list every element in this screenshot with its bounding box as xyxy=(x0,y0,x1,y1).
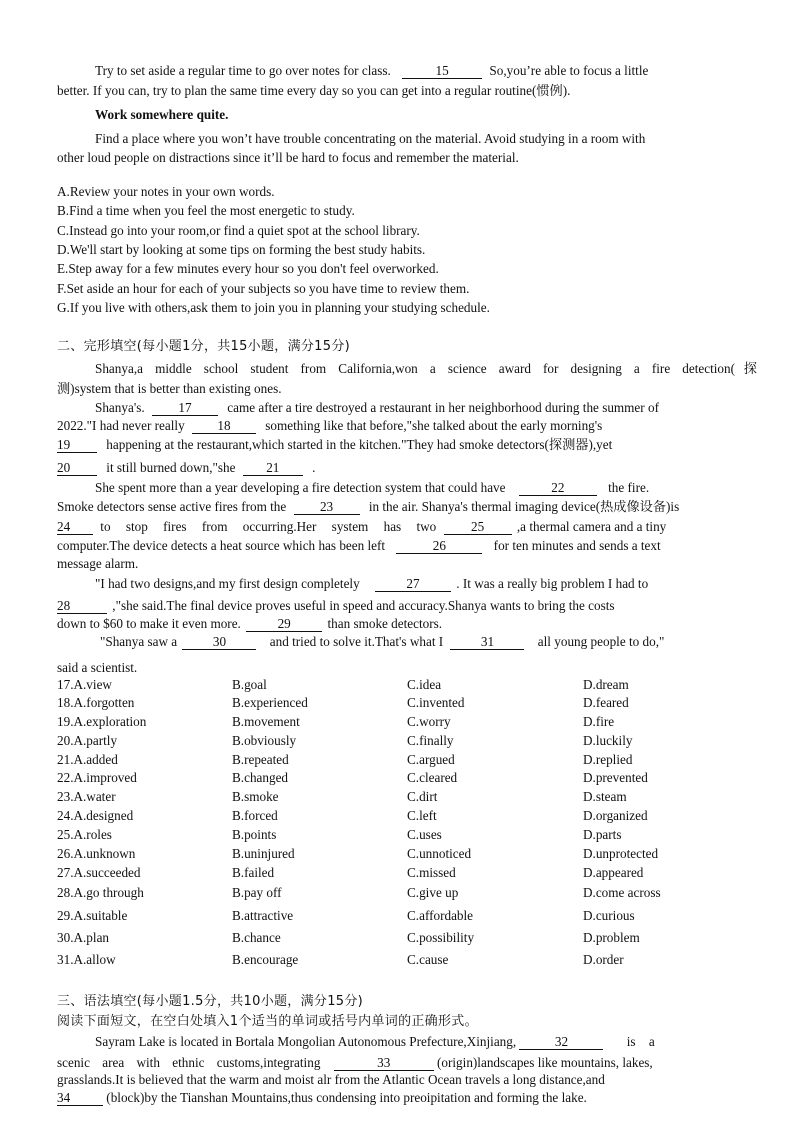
option-text: D.dream xyxy=(583,677,629,692)
question-20-option-c[interactable] xyxy=(407,732,454,749)
blank-33[interactable]: 33 xyxy=(334,1056,434,1071)
text: and tried to solve it.That's what I xyxy=(269,634,444,649)
cloze-line-10 xyxy=(57,537,661,554)
text: the fire. xyxy=(608,480,650,495)
cloze-line-11: message alarm. xyxy=(57,556,139,571)
blank-29[interactable]: 29 xyxy=(246,617,322,632)
question-25-option-a[interactable] xyxy=(57,826,112,843)
text: Try to set aside a regular time to go over notes for class. xyxy=(95,63,391,78)
blank-34[interactable]: 34 xyxy=(57,1091,103,1106)
question-21-option-c[interactable] xyxy=(407,751,455,768)
text: in the air. Shanya's thermal imaging device(热成像设备)is xyxy=(368,499,680,514)
blank-22[interactable]: 22 xyxy=(519,481,597,496)
blank-27[interactable]: 27 xyxy=(375,577,451,592)
text: it still burned down,"she xyxy=(106,460,236,475)
question-18-option-b[interactable] xyxy=(232,694,308,711)
question-number: 28. xyxy=(57,885,74,900)
option-text: A.improved xyxy=(73,770,137,785)
option-text: C.left xyxy=(407,808,437,823)
cloze-line-13 xyxy=(57,597,615,614)
text: . xyxy=(312,460,316,475)
question-29-option-b[interactable] xyxy=(232,907,293,924)
option-text: D.luckily xyxy=(583,733,633,748)
option-text: D.prevented xyxy=(583,770,648,785)
option-text: C.affordable xyxy=(407,908,474,923)
grammar-instruction: 阅读下面短文，在空白处填入1个适当的单词或括号内单词的正确形式。 xyxy=(57,1014,478,1029)
question-number: 29. xyxy=(57,908,74,923)
option-f: F.Set aside an hour for each of your subjects so you have time to review them. xyxy=(57,281,470,296)
blank-19[interactable]: 19 xyxy=(57,438,97,453)
text: ,"she said.The final device proves useful in speed and accuracy.Shanya wants to bring the costs xyxy=(112,598,615,613)
option-text: B.experienced xyxy=(232,695,308,710)
question-number: 31. xyxy=(57,952,74,967)
text: for ten minutes and sends a text xyxy=(493,538,661,553)
blank-30[interactable]: 30 xyxy=(182,635,256,650)
cloze-line-12 xyxy=(95,575,648,592)
option-text: D.come across xyxy=(583,885,661,900)
question-18-option-a[interactable] xyxy=(57,694,134,711)
text: . It was a really big problem I had to xyxy=(456,576,649,591)
option-text: B.chance xyxy=(232,930,281,945)
option-text: C.give up xyxy=(407,885,459,900)
question-28-option-b[interactable] xyxy=(232,884,282,901)
option-text: D.fire xyxy=(583,714,615,729)
question-number: 20. xyxy=(57,733,74,748)
text: all young people to do," xyxy=(537,634,665,649)
question-25-option-b[interactable] xyxy=(232,826,276,843)
option-text: A.plan xyxy=(73,930,110,945)
option-text: D.organized xyxy=(583,808,648,823)
question-28-option-a[interactable] xyxy=(57,884,144,901)
option-text: A.partly xyxy=(73,733,118,748)
cloze-line-9 xyxy=(57,518,666,535)
section-heading: Work somewhere quite. xyxy=(95,107,229,122)
grammar-title: 三、语法填空(每小题1.5分，共10小题，满分15分) xyxy=(57,994,364,1009)
option-text: C.uses xyxy=(407,827,442,842)
option-text: C.idea xyxy=(407,677,442,692)
para-1-line-1 xyxy=(95,62,648,79)
blank-20[interactable]: 20 xyxy=(57,461,97,476)
grammar-line-4 xyxy=(57,1089,587,1106)
question-28-option-c[interactable] xyxy=(407,884,458,901)
question-29-option-c[interactable] xyxy=(407,907,473,924)
option-text: D.curious xyxy=(583,908,635,923)
question-23-option-a[interactable] xyxy=(57,788,116,805)
question-22-option-d[interactable] xyxy=(583,769,648,786)
question-number: 27. xyxy=(57,865,74,880)
question-31-option-c[interactable] xyxy=(407,951,448,968)
question-20-option-b[interactable] xyxy=(232,732,296,749)
text: "I had two designs,and my first design completely xyxy=(95,576,360,591)
question-19-option-b[interactable] xyxy=(232,713,300,730)
option-g: G.If you live with others,ask them to join you in planning your studying schedule. xyxy=(57,300,490,315)
question-24-option-d[interactable] xyxy=(583,807,648,824)
question-24-option-c[interactable] xyxy=(407,807,437,824)
option-text: C.possibility xyxy=(407,930,475,945)
option-text: A.water xyxy=(73,789,116,804)
question-17-option-d[interactable] xyxy=(583,676,629,693)
question-18-option-c[interactable] xyxy=(407,694,465,711)
option-text: C.argued xyxy=(407,752,455,767)
text: 2022."I had never really xyxy=(57,418,185,433)
question-29-option-a[interactable] xyxy=(57,907,127,924)
text: computer.The device detects a heat source which has been left xyxy=(57,538,386,553)
option-text: A.designed xyxy=(73,808,134,823)
cloze-line-14 xyxy=(57,615,442,632)
option-text: D.parts xyxy=(583,827,622,842)
grammar-line-3: grasslands.It is believed that the warm and moist alr from the Atlantic Ocean travels a long distance,and xyxy=(57,1072,605,1087)
option-text: C.finally xyxy=(407,733,454,748)
option-text: B.failed xyxy=(232,865,275,880)
option-text: A.unknown xyxy=(73,846,136,861)
question-23-option-b[interactable] xyxy=(232,788,279,805)
blank-26[interactable]: 26 xyxy=(396,539,482,554)
text: happening at the restaurant,which started in the kitchen."They had smoke detectors(探测器),yet xyxy=(106,437,613,452)
blank-21[interactable]: 21 xyxy=(243,461,303,476)
option-text: C.unnoticed xyxy=(407,846,472,861)
question-27-option-c[interactable] xyxy=(407,864,456,881)
text: "Shanya saw a xyxy=(100,634,178,649)
text: is a xyxy=(626,1034,655,1049)
option-a: A.Review your notes in your own words. xyxy=(57,184,275,199)
blank-17[interactable]: 17 xyxy=(152,401,218,416)
question-number: 21. xyxy=(57,752,74,767)
question-24-option-b[interactable] xyxy=(232,807,278,824)
option-text: D.steam xyxy=(583,789,627,804)
text: Smoke detectors sense active fires from the xyxy=(57,499,287,514)
blank-25[interactable]: 25 xyxy=(444,520,512,535)
question-21-option-b[interactable] xyxy=(232,751,289,768)
cloze-title: 二、完形填空(每小题1分，共15小题，满分15分) xyxy=(57,339,350,354)
blank-24[interactable]: 24 xyxy=(57,520,93,535)
text: than smoke detectors. xyxy=(327,616,443,631)
option-e: E.Step away for a few minutes every hour so you don't feel overworked. xyxy=(57,261,439,276)
text: So,you’re able to focus a little xyxy=(489,63,649,78)
option-text: D.appeared xyxy=(583,865,644,880)
option-text: C.worry xyxy=(407,714,451,729)
blank-28[interactable]: 28 xyxy=(57,599,107,614)
option-text: B.goal xyxy=(232,677,267,692)
option-text: C.cause xyxy=(407,952,449,967)
option-text: A.forgotten xyxy=(73,695,135,710)
question-30-option-c[interactable] xyxy=(407,929,474,946)
option-c: C.Instead go into your room,or find a quiet spot at the school library. xyxy=(57,223,420,238)
question-number: 22. xyxy=(57,770,74,785)
question-28-option-d[interactable] xyxy=(583,884,661,901)
text: scenic area with ethnic customs,integrating xyxy=(57,1055,321,1070)
option-text: A.exploration xyxy=(73,714,147,729)
question-27-option-b[interactable] xyxy=(232,864,274,881)
question-26-option-c[interactable] xyxy=(407,845,471,862)
question-number: 25. xyxy=(57,827,74,842)
option-text: B.repeated xyxy=(232,752,289,767)
question-number: 18. xyxy=(57,695,74,710)
option-text: B.obviously xyxy=(232,733,297,748)
cloze-line-8 xyxy=(57,498,679,515)
option-text: D.problem xyxy=(583,930,640,945)
question-20-option-a[interactable] xyxy=(57,732,117,749)
question-26-option-d[interactable] xyxy=(583,845,658,862)
question-27-option-a[interactable] xyxy=(57,864,140,881)
cloze-line-3 xyxy=(95,399,659,416)
blank-23[interactable]: 23 xyxy=(294,500,360,515)
question-19-option-c[interactable] xyxy=(407,713,451,730)
question-31-option-a[interactable] xyxy=(57,951,116,968)
question-30-option-d[interactable] xyxy=(583,929,640,946)
question-20-option-d[interactable] xyxy=(583,732,632,749)
option-text: D.feared xyxy=(583,695,629,710)
question-number: 19. xyxy=(57,714,74,729)
question-21-option-a[interactable] xyxy=(57,751,118,768)
option-text: C.invented xyxy=(407,695,465,710)
blank-31[interactable]: 31 xyxy=(450,635,524,650)
text: Sayram Lake is located in Bortala Mongolian Autonomous Prefecture,Xinjiang, xyxy=(95,1034,517,1049)
text: something like that before,"she talked about the early morning's xyxy=(265,418,603,433)
question-31-option-d[interactable] xyxy=(583,951,624,968)
text: (origin)landscapes like mountains, lakes, xyxy=(437,1055,653,1070)
cloze-line-4 xyxy=(57,417,602,434)
grammar-line-1 xyxy=(95,1033,655,1050)
option-text: C.missed xyxy=(407,865,456,880)
text: She spent more than a year developing a fire detection system that could have xyxy=(95,480,506,495)
question-number: 30. xyxy=(57,930,74,945)
option-text: B.uninjured xyxy=(232,846,295,861)
question-17-option-a[interactable] xyxy=(57,676,112,693)
question-number: 17. xyxy=(57,677,74,692)
question-24-option-a[interactable] xyxy=(57,807,133,824)
option-b: B.Find a time when you feel the most energetic to study. xyxy=(57,203,355,218)
text: Shanya's. xyxy=(95,400,145,415)
option-text: B.attractive xyxy=(232,908,294,923)
text: (block)by the Tianshan Mountains,thus condensing into preoipitation and forming the lake. xyxy=(106,1090,587,1105)
question-19-option-a[interactable] xyxy=(57,713,146,730)
question-31-option-b[interactable] xyxy=(232,951,298,968)
option-text: B.forced xyxy=(232,808,278,823)
question-23-option-d[interactable] xyxy=(583,788,627,805)
grammar-line-2 xyxy=(57,1054,653,1071)
question-25-option-c[interactable] xyxy=(407,826,442,843)
cloze-line-5 xyxy=(57,436,612,453)
question-19-option-d[interactable] xyxy=(583,713,614,730)
cloze-line-1: Shanya,a middle school student from California,won a science award for designing a fire detection(探 xyxy=(95,361,757,376)
blank-18[interactable]: 18 xyxy=(192,419,256,434)
option-text: A.allow xyxy=(73,952,116,967)
option-text: A.view xyxy=(73,677,112,692)
question-29-option-d[interactable] xyxy=(583,907,635,924)
question-30-option-b[interactable] xyxy=(232,929,281,946)
option-text: B.smoke xyxy=(232,789,279,804)
option-text: C.cleared xyxy=(407,770,458,785)
question-number: 23. xyxy=(57,789,74,804)
option-text: A.succeeded xyxy=(73,865,141,880)
para-2-line-1: Find a place where you won’t have trouble concentrating on the material. Avoid studying in a room with xyxy=(95,131,646,146)
cloze-line-16: said a scientist. xyxy=(57,660,138,675)
cloze-line-2: 测)system that is better than existing ones. xyxy=(57,381,282,396)
option-text: A.roles xyxy=(73,827,112,842)
option-text: B.points xyxy=(232,827,277,842)
blank-32[interactable]: 32 xyxy=(519,1035,603,1050)
option-text: A.suitable xyxy=(73,908,128,923)
question-17-option-c[interactable] xyxy=(407,676,441,693)
option-text: D.order xyxy=(583,952,624,967)
question-22-option-a[interactable] xyxy=(57,769,137,786)
text: came after a tire destroyed a restaurant in her neighborhood during the summer of xyxy=(227,400,659,415)
option-text: D.replied xyxy=(583,752,633,767)
text: to stop fires from occurring.Her system has two xyxy=(100,519,437,534)
para-1-line-2: better. If you can, try to plan the same time every day so you can get into a regular routine(惯例). xyxy=(57,83,571,98)
question-26-option-a[interactable] xyxy=(57,845,135,862)
text: ,a thermal camera and a tiny xyxy=(516,519,667,534)
question-25-option-d[interactable] xyxy=(583,826,621,843)
option-text: A.added xyxy=(73,752,118,767)
option-text: A.go through xyxy=(73,885,144,900)
question-number: 24. xyxy=(57,808,74,823)
question-27-option-d[interactable] xyxy=(583,864,643,881)
question-17-option-b[interactable] xyxy=(232,676,267,693)
cloze-line-7 xyxy=(95,479,649,496)
option-text: B.encourage xyxy=(232,952,299,967)
para-2-line-2: other loud people on distractions since it’ll be hard to focus and remember the material. xyxy=(57,150,519,165)
text: down to $60 to make it even more. xyxy=(57,616,241,631)
cloze-line-6 xyxy=(57,459,315,476)
option-text: B.movement xyxy=(232,714,300,729)
question-number: 26. xyxy=(57,846,74,861)
question-22-option-c[interactable] xyxy=(407,769,457,786)
option-text: C.dirt xyxy=(407,789,438,804)
question-23-option-c[interactable] xyxy=(407,788,437,805)
option-text: B.changed xyxy=(232,770,289,785)
option-d: D.We'll start by looking at some tips on forming the best study habits. xyxy=(57,242,426,257)
question-26-option-b[interactable] xyxy=(232,845,295,862)
option-text: B.pay off xyxy=(232,885,282,900)
blank-15[interactable]: 15 xyxy=(402,64,482,79)
question-30-option-a[interactable] xyxy=(57,929,109,946)
cloze-line-15 xyxy=(100,633,664,650)
question-22-option-b[interactable] xyxy=(232,769,288,786)
option-text: D.unprotected xyxy=(583,846,659,861)
question-21-option-d[interactable] xyxy=(583,751,632,768)
question-18-option-d[interactable] xyxy=(583,694,629,711)
